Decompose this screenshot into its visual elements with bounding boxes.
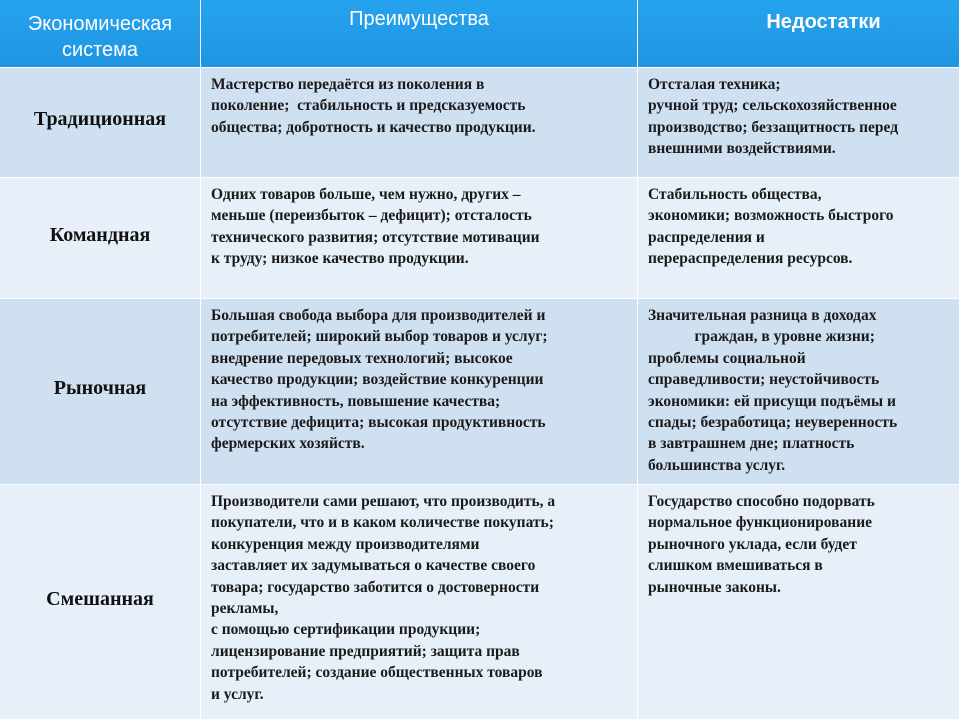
text-line: распределения и — [648, 228, 765, 246]
text-line: покупатели, что и в каком количестве покупать; — [211, 514, 554, 532]
text-line: рекламы, — [211, 600, 279, 618]
text-line: Государство способно подорвать — [648, 493, 875, 510]
text-line: конкуренция между производителями — [211, 535, 480, 553]
text-line: внешними воздействиями. — [648, 140, 836, 158]
row-name-traditional: Традиционная — [0, 68, 201, 178]
header-economic-system — [0, 0, 201, 68]
text-line: спады; безработица; неуверенность — [648, 414, 898, 432]
disadvantages-market — [638, 299, 960, 485]
text-line: Одних товаров больше, чем нужно, других – — [211, 186, 521, 203]
row-name-mixed: Смешанная — [0, 485, 201, 720]
text-line: рыночные законы. — [648, 578, 781, 596]
text-line: потребителей; широкий выбор товаров и услуг; — [211, 328, 548, 346]
advantages-mixed — [201, 485, 638, 720]
text-line: рыночного уклада, если будет — [648, 535, 857, 553]
text-line: товара; государство заботится о достоверности — [211, 578, 540, 596]
text-line: общества; добротность и качество продукции. — [211, 118, 536, 136]
header-advantages: Преимущества — [201, 0, 638, 68]
text-line: справедливости; неустойчивость — [648, 371, 880, 389]
text-line: потребителей; создание общественных товаров — [211, 664, 543, 682]
text-line: Отсталая техника; — [648, 76, 781, 93]
text-line: Мастерство передаётся из поколения в — [211, 76, 485, 93]
text-line: экономики; возможность быстрого — [648, 207, 894, 225]
text-line: нормальное функционирование — [648, 514, 873, 532]
text-line: граждан, в уровне жизни; — [648, 328, 875, 346]
text-line: Большая свобода выбора для производителей и — [211, 307, 546, 324]
advantages-command — [201, 178, 638, 299]
disadvantages-command — [638, 178, 960, 299]
text-line: Производители сами решают, что производить, а — [211, 493, 556, 510]
text-line: фермерских хозяйств. — [211, 435, 365, 453]
text-line: внедрение передовых технологий; высокое — [211, 349, 513, 367]
text-line: большинства услуг. — [648, 456, 786, 474]
disadvantages-mixed — [638, 485, 960, 720]
text-line: и услуг. — [211, 685, 264, 703]
text-line: на эффективность, повышение качества; — [211, 392, 501, 410]
text-line: лицензирование предприятий; защита прав — [211, 642, 520, 660]
text-line: экономики: ей присущи подъёмы и — [648, 392, 896, 410]
text-line: поколение; стабильность и предсказуемость — [211, 97, 526, 115]
advantages-market — [201, 299, 638, 485]
text-line: производство; беззащитность перед — [648, 118, 899, 136]
text-line: проблемы социальной — [648, 349, 806, 367]
text-line: меньше (переизбыток – дефицит); отсталость — [211, 207, 532, 225]
text-line: к труду; низкое качество продукции. — [211, 250, 469, 268]
text-line: ручной труд; сельскохозяйственное — [648, 97, 897, 115]
text-line: в завтрашнем дне; платность — [648, 435, 855, 453]
header-disadvantages: Недостатки — [638, 0, 960, 68]
text-line: заставляет их задумываться о качестве своего — [211, 557, 536, 575]
text-line: Значительная разница в доходах — [648, 307, 877, 324]
header-system-line2: система — [61, 39, 139, 61]
text-line: с помощью сертификации продукции; — [211, 621, 481, 639]
text-line: технического развития; отсутствие мотивации — [211, 228, 540, 246]
text-line: слишком вмешиваться в — [648, 557, 823, 575]
text-line: качество продукции; воздействие конкуренции — [211, 371, 544, 389]
header-system-line1: Экономическая — [27, 13, 173, 35]
advantages-traditional — [201, 68, 638, 178]
disadvantages-traditional — [638, 68, 960, 178]
row-name-command: Командная — [0, 178, 201, 299]
text-line: отсутствие дефицита; высокая продуктивность — [211, 414, 546, 432]
text-line: перераспределения ресурсов. — [648, 250, 853, 268]
row-name-market: Рыночная — [0, 299, 201, 485]
text-line: Стабильность общества, — [648, 186, 822, 203]
